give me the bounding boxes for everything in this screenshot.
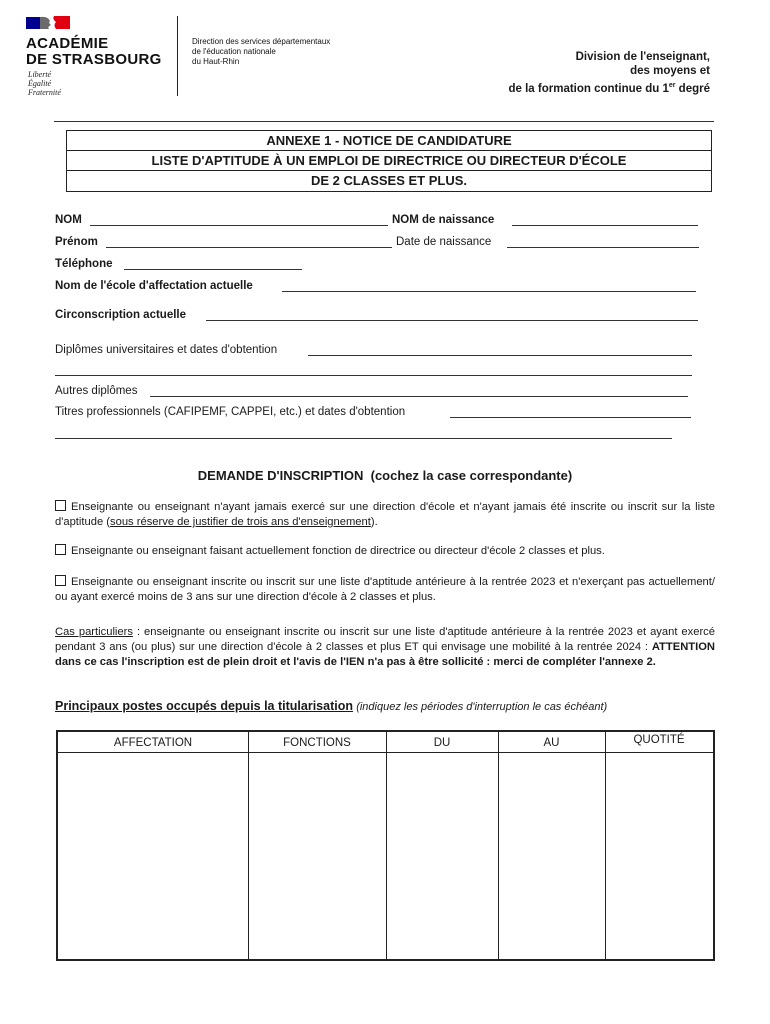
nom-naissance-label: NOM de naissance bbox=[392, 214, 495, 226]
division-line3: de la formation continue du 1er degré bbox=[508, 82, 710, 95]
circonscription-label: Circonscription actuelle bbox=[55, 309, 187, 321]
prenom-label: Prénom bbox=[55, 236, 98, 248]
col-quotite: QUOTITÉ bbox=[633, 734, 685, 746]
nom-label: NOM bbox=[55, 214, 82, 226]
option-2: Enseignante ou enseignant faisant actuellement fonction de directrice ou directeur d'école 2 classes et plus. bbox=[55, 544, 715, 559]
titres-field[interactable] bbox=[450, 417, 691, 418]
telephone-field[interactable] bbox=[124, 269, 302, 270]
title-line3: DE 2 CLASSES ET PLUS. bbox=[310, 173, 468, 188]
option-2-checkbox[interactable] bbox=[55, 544, 66, 555]
header-rule bbox=[54, 121, 714, 122]
diplomes-field[interactable] bbox=[308, 355, 692, 356]
autres-diplomes-label: Autres diplômes bbox=[55, 385, 138, 397]
title-line1: ANNEXE 1 - NOTICE DE CANDIDATURE bbox=[266, 133, 512, 148]
date-naissance-field[interactable] bbox=[507, 247, 699, 248]
table-column-divider bbox=[498, 732, 499, 959]
academy-name-line2: DE STRASBOURG bbox=[26, 51, 162, 68]
header-divider bbox=[177, 16, 178, 96]
postes-table bbox=[56, 730, 715, 961]
titres-field-continued[interactable] bbox=[55, 438, 672, 439]
motto-egalite: Égalité bbox=[28, 79, 52, 88]
dsden-line2: de l'éducation nationale bbox=[192, 47, 276, 56]
motto-liberte: Liberté bbox=[28, 70, 52, 79]
marianne-logo-icon bbox=[26, 14, 70, 30]
demande-title: DEMANDE D'INSCRIPTION (cochez la case correspondante) bbox=[197, 468, 573, 483]
col-affectation: AFFECTATION bbox=[113, 737, 193, 749]
option-1-checkbox[interactable] bbox=[55, 500, 66, 511]
prenom-field[interactable] bbox=[106, 247, 392, 248]
cas-particuliers: Cas particuliers : enseignante ou enseignant inscrite ou inscrit sur une liste d'aptitude antérieure à la rentrée 2023 et ayant exercé pendant 3 ans (ou plus) sur une direction d'école à 2 classes et plus ET qui envisage une mobilité à la rentrée 2024 : ATTENTION dans ce cas l'inscription est de plein droit et l'avis de l'IEN n'a pas à être sollicité : merci de compléter l'annexe 2. bbox=[55, 626, 715, 668]
col-du: DU bbox=[433, 737, 451, 749]
title-line2: LISTE D'APTITUDE À UN EMPLOI DE DIRECTRICE OU DIRECTEUR D'ÉCOLE bbox=[151, 153, 627, 168]
date-naissance-label: Date de naissance bbox=[396, 236, 492, 248]
col-au: AU bbox=[543, 737, 560, 749]
ecole-field[interactable] bbox=[282, 291, 696, 292]
nom-naissance-field[interactable] bbox=[512, 225, 698, 226]
academy-name-line1: ACADÉMIE bbox=[26, 35, 109, 52]
dsden-line3: du Haut-Rhin bbox=[192, 57, 240, 66]
ecole-label: Nom de l'école d'affectation actuelle bbox=[55, 280, 253, 292]
flag-red-band bbox=[53, 16, 70, 29]
title-box bbox=[66, 130, 712, 192]
autres-diplomes-field[interactable] bbox=[150, 396, 688, 397]
flag-blue-band bbox=[26, 17, 40, 29]
titres-label: Titres professionnels (CAFIPEMF, CAPPEI, etc.) et dates d'obtention bbox=[55, 406, 406, 418]
division-line2: des moyens et bbox=[630, 65, 710, 77]
telephone-label: Téléphone bbox=[55, 258, 113, 270]
diplomes-label: Diplômes universitaires et dates d'obtention bbox=[55, 344, 278, 356]
option-1: Enseignante ou enseignant n'ayant jamais exercé sur une direction d'école et n'ayant jamais été inscrite ou inscrit sur la liste d'aptitude (sous réserve de justifier de trois ans d'enseignement). bbox=[55, 501, 715, 528]
table-column-divider bbox=[386, 732, 387, 959]
table-column-divider bbox=[605, 732, 606, 959]
col-fonctions: FONCTIONS bbox=[283, 737, 351, 749]
option-3: Enseignante ou enseignant inscrite ou inscrit sur une liste d'aptitude antérieure à la rentrée 2023 et n'exerçant pas actuellement/ ou ayant exercé moins de 3 ans sur une direction d'école à 2 classes et plus. bbox=[55, 576, 715, 603]
motto-fraternite: Fraternité bbox=[28, 88, 61, 97]
division-line1: Division de l'enseignant, bbox=[575, 51, 710, 63]
nom-field[interactable] bbox=[90, 225, 388, 226]
postes-heading: Principaux postes occupés depuis la titularisation (indiquez les périodes d'interruption le cas échéant) bbox=[55, 699, 608, 713]
option-3-checkbox[interactable] bbox=[55, 575, 66, 586]
diplomes-field-continued[interactable] bbox=[55, 375, 692, 376]
circonscription-field[interactable] bbox=[206, 320, 698, 321]
table-column-divider bbox=[248, 732, 249, 959]
dsden-line1: Direction des services départementaux bbox=[192, 37, 331, 46]
